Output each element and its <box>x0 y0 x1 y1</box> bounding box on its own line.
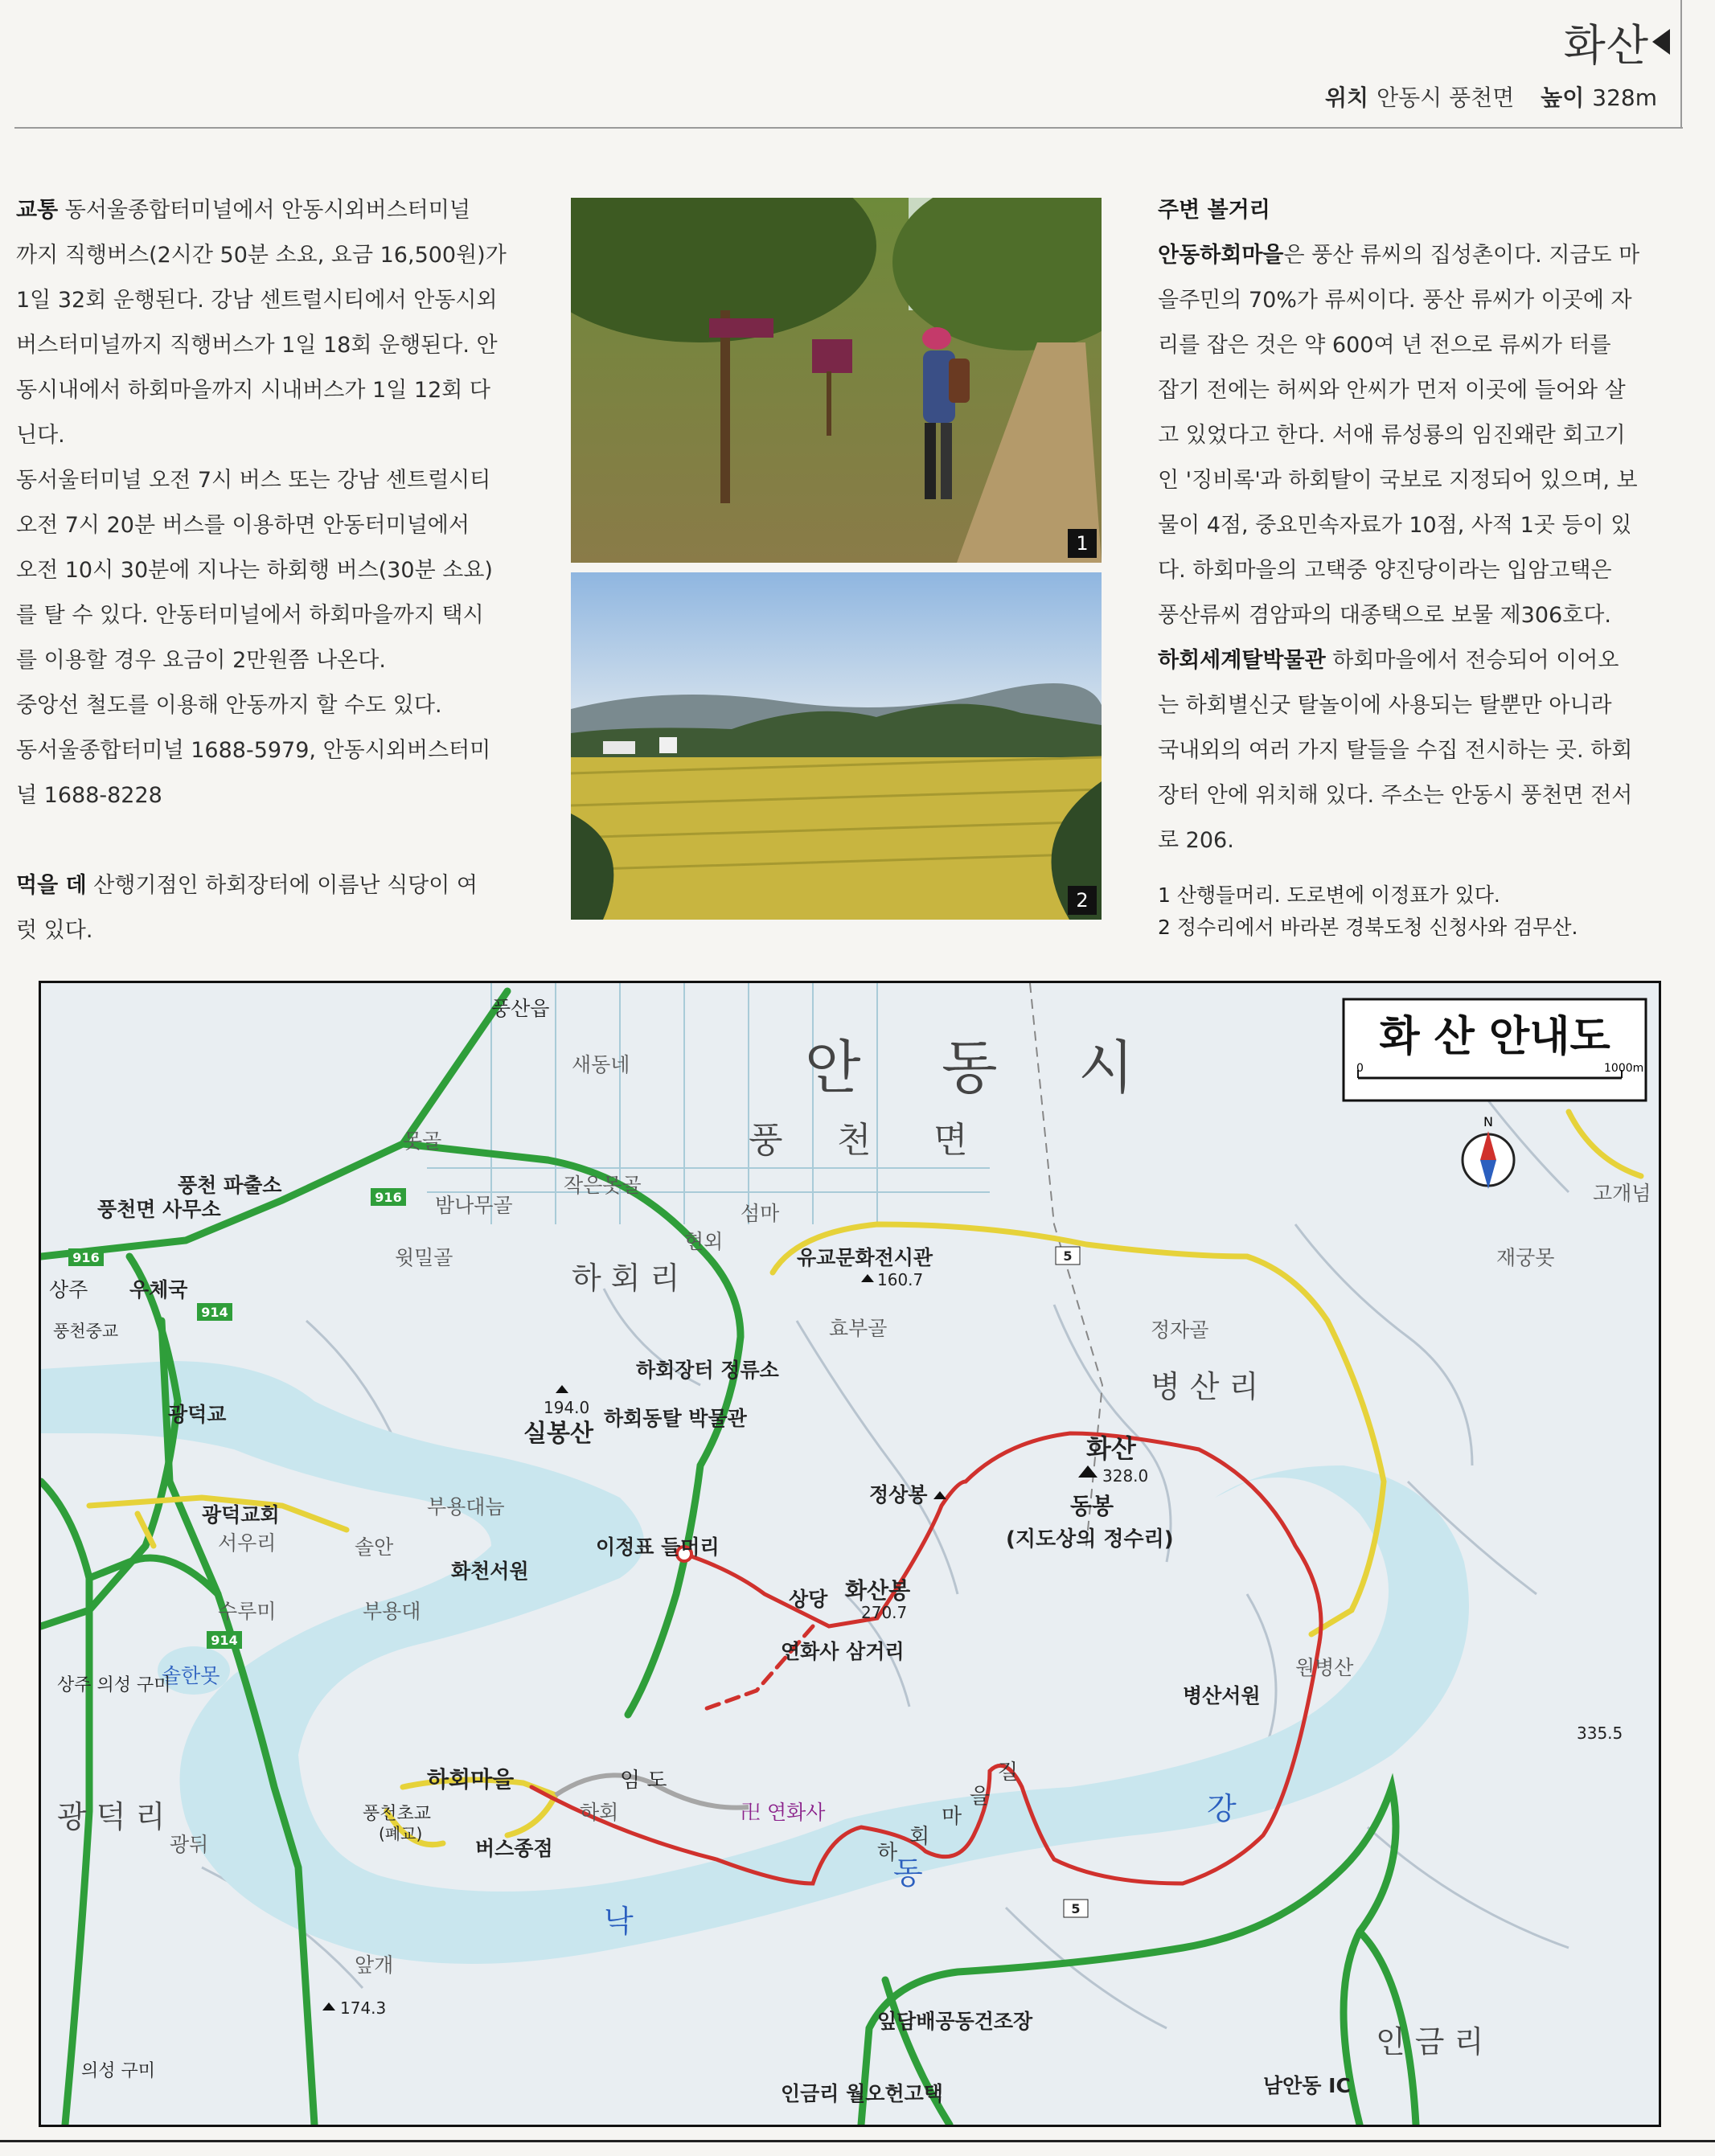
attraction-line: 국내외의 여러 가지 탈들을 수집 전시하는 곳. 하회 <box>1158 738 1633 763</box>
header-divider-vertical <box>1680 0 1682 127</box>
svg-text:광덕교회: 광덕교회 <box>202 1503 280 1527</box>
svg-text:1000m: 1000m <box>1604 1062 1644 1075</box>
svg-text:174.3: 174.3 <box>340 1998 387 2018</box>
svg-text:버스종점: 버스종점 <box>475 1837 553 1860</box>
svg-text:하: 하 <box>877 1841 898 1865</box>
photo-caption: 1 산행들머리. 도로변에 이정표가 있다. <box>1158 883 1500 907</box>
svg-text:광덕교: 광덕교 <box>168 1403 227 1426</box>
svg-text:5: 5 <box>1071 1901 1081 1916</box>
transport-line: 를 탈 수 있다. 안동터미널에서 하회마을까지 택시 <box>16 603 484 628</box>
attraction-line: 하회세계탈박물관 하회마을에서 전승되어 이어오 <box>1158 648 1619 673</box>
nearby-attractions-section <box>1158 188 1664 944</box>
svg-text:인금리 월오헌고택: 인금리 월오헌고택 <box>781 2082 943 2105</box>
svg-text:194.0: 194.0 <box>544 1398 590 1417</box>
attraction-line: 인 '징비록'과 하회탈이 국보로 지정되어 있으며, 보 <box>1158 468 1638 493</box>
svg-text:새동네: 새동네 <box>572 1053 630 1076</box>
transport-line: 동서울종합터미널 1688-5979, 안동시외버스터미 <box>16 738 491 763</box>
svg-text:앞개: 앞개 <box>355 1953 394 1977</box>
svg-text:하회: 하회 <box>580 1801 619 1824</box>
food-line: 럿 있다. <box>16 918 93 943</box>
svg-text:천: 천 <box>837 1120 872 1161</box>
svg-text:160.7: 160.7 <box>877 1270 924 1289</box>
svg-text:풍산읍: 풍산읍 <box>491 997 550 1020</box>
svg-text:914: 914 <box>211 1633 238 1648</box>
attraction-line: 는 하회별신굿 탈놀이에 사용되는 탈뿐만 아니라 <box>1158 693 1612 718</box>
hahoe-ri-label: 하 회 리 <box>572 1260 680 1296</box>
svg-text:상주: 상주 <box>49 1278 88 1301</box>
svg-text:(지도상의 정수리): (지도상의 정수리) <box>1006 1527 1174 1551</box>
svg-text:부용대: 부용대 <box>363 1600 421 1623</box>
transport-label: 교통 <box>16 198 59 223</box>
svg-text:남안동 IC: 남안동 IC <box>1263 2074 1351 2097</box>
location-label: 위치 <box>1324 84 1369 111</box>
transport-line: 중앙선 철도를 이용해 안동까지 할 수도 있다. <box>16 693 442 718</box>
transport-line: 동서울터미널 오전 7시 버스 또는 강남 센트럴시티 <box>16 468 491 493</box>
photo-number-badge: 1 <box>1068 529 1097 558</box>
transport-line: 오전 7시 20분 버스를 이용하면 안동터미널에서 <box>16 513 470 538</box>
svg-text:현외: 현외 <box>684 1230 724 1253</box>
big-city-label: 안 <box>805 1034 861 1101</box>
page-bottom-rule <box>0 2140 1715 2142</box>
svg-text:동: 동 <box>893 1855 923 1891</box>
svg-text:동: 동 <box>942 1034 998 1101</box>
attraction-line: 안동하회마을은 풍산 류씨의 집성촌이다. 지금도 마 <box>1158 243 1640 268</box>
svg-text:수루미: 수루미 <box>218 1600 277 1623</box>
transport-line: 를 이용할 경우 요금이 2만원쯤 나온다. <box>16 648 386 673</box>
svg-text:상주 의성 구미: 상주 의성 구미 <box>57 1675 171 1695</box>
svg-text:시: 시 <box>1078 1034 1134 1101</box>
transport-line: 닌다. <box>16 423 65 448</box>
svg-text:하회동탈 박물관: 하회동탈 박물관 <box>604 1407 747 1430</box>
svg-text:풍천초교: 풍천초교 <box>363 1804 432 1824</box>
panorama-photo-illustration <box>571 572 1102 920</box>
location-height-row <box>1325 80 1657 113</box>
svg-text:작은못골: 작은못골 <box>564 1174 642 1197</box>
svg-text:못골: 못골 <box>403 1129 442 1153</box>
panorama-photo <box>571 572 1102 920</box>
attraction-line: 고 있었다고 한다. 서애 류성룡의 임진왜란 회고기 <box>1158 423 1626 448</box>
svg-text:풍천중교: 풍천중교 <box>53 1322 119 1341</box>
svg-text:하회장터 정류소: 하회장터 정류소 <box>636 1359 779 1382</box>
svg-text:임 도: 임 도 <box>620 1769 667 1793</box>
transport-section <box>16 188 515 953</box>
transport-line: 버스터미널까지 직행버스가 1일 18회 운행된다. 안 <box>16 333 498 358</box>
svg-text:고개넘: 고개넘 <box>1593 1182 1651 1205</box>
svg-text:원병산: 원병산 <box>1295 1656 1354 1679</box>
svg-text:길: 길 <box>998 1760 1019 1785</box>
svg-text:화천서원: 화천서원 <box>451 1560 529 1583</box>
svg-text:우체국: 우체국 <box>129 1278 188 1301</box>
attraction-line: 로 206. <box>1158 828 1234 853</box>
attraction-line: 장터 안에 위치해 있다. 주소는 안동시 풍천면 전서 <box>1158 783 1633 808</box>
svg-text:하회마을: 하회마을 <box>427 1766 515 1793</box>
svg-text:실봉산: 실봉산 <box>523 1420 593 1448</box>
svg-text:270.7: 270.7 <box>861 1603 908 1622</box>
svg-text:부용대늠: 부용대늠 <box>427 1495 505 1519</box>
trailhead-photo-illustration <box>571 198 1102 563</box>
transport-line: 오전 10시 30분에 지나는 하회행 버스(30분 소요) <box>16 558 493 583</box>
map-title-box <box>1344 999 1646 1101</box>
svg-text:병산서원: 병산서원 <box>1183 1684 1261 1707</box>
svg-text:5: 5 <box>1063 1248 1073 1264</box>
township-label: 풍 <box>749 1120 783 1161</box>
svg-text:윗밀골: 윗밀골 <box>395 1246 453 1269</box>
transport-line: 동시내에서 하회마을까지 시내버스가 1일 12회 다 <box>16 378 491 403</box>
svg-text:섬마: 섬마 <box>741 1202 780 1225</box>
hwasan-guide-map <box>39 981 1661 2127</box>
svg-text:335.5: 335.5 <box>1577 1724 1623 1743</box>
svg-text:이정표 들머리: 이정표 들머리 <box>596 1535 720 1559</box>
svg-text:328.0: 328.0 <box>1102 1466 1149 1486</box>
svg-text:정자골: 정자골 <box>1151 1318 1209 1342</box>
svg-text:회: 회 <box>909 1825 930 1849</box>
trailhead-photo <box>571 198 1102 563</box>
byeongsan-ri-label: 병 산 리 <box>1151 1369 1259 1404</box>
svg-text:동봉: 동봉 <box>1070 1493 1114 1519</box>
svg-text:효부골: 효부골 <box>829 1317 888 1340</box>
food-line: 먹을 데 산행기점인 하회장터에 이름난 식당이 여 <box>16 873 478 898</box>
svg-text:화산봉: 화산봉 <box>845 1577 911 1604</box>
svg-text:솔안: 솔안 <box>355 1535 394 1559</box>
svg-text:916: 916 <box>72 1250 100 1265</box>
attraction-line: 풍산류씨 겸암파의 대종택으로 보물 제306호다. <box>1158 603 1611 628</box>
transport-line: 교통 동서울종합터미널에서 안동시외버스터미널 <box>16 198 470 223</box>
svg-text:0: 0 <box>1356 1062 1364 1075</box>
hahoe-village-label: 안동하회마을 <box>1158 243 1284 268</box>
svg-text:916: 916 <box>375 1190 402 1205</box>
transport-line: 1일 32회 운행된다. 강남 센트럴시티에서 안동시외 <box>16 288 498 313</box>
map-title: 화 산 안내도 <box>1379 1013 1610 1061</box>
food-label: 먹을 데 <box>16 873 87 898</box>
title-arrow-icon <box>1652 29 1670 55</box>
svg-text:화산: 화산 <box>1086 1433 1136 1464</box>
attraction-line: 을주민의 70%가 류씨이다. 풍산 류씨가 이곳에 자 <box>1158 288 1632 313</box>
photo-caption: 2 정수리에서 바라본 경북도청 신청사와 검무산. <box>1158 916 1578 939</box>
svg-text:강: 강 <box>1207 1791 1237 1826</box>
svg-text:광뒤: 광뒤 <box>170 1833 209 1856</box>
transport-line: 널 1688-8228 <box>16 783 162 808</box>
attraction-line: 리를 잡은 것은 약 600여 년 전으로 류씨가 터를 <box>1158 333 1611 358</box>
svg-text:마: 마 <box>942 1805 962 1829</box>
svg-text:잎담배공동건조장: 잎담배공동건조장 <box>877 2010 1033 2033</box>
header-divider <box>14 127 1683 129</box>
svg-text:N: N <box>1483 1114 1493 1129</box>
location-value: 안동시 풍천면 <box>1377 84 1515 111</box>
svg-text:서우리: 서우리 <box>218 1531 277 1555</box>
transport-line: 까지 직행버스(2시간 50분 소요, 요금 16,500원)가 <box>16 243 507 268</box>
height-value: 328m <box>1592 84 1657 111</box>
svg-text:연화사 삼거리: 연화사 삼거리 <box>781 1640 905 1663</box>
svg-text:상당: 상당 <box>789 1588 828 1611</box>
attraction-line: 잡기 전에는 허씨와 안씨가 먼저 이곳에 들어와 살 <box>1158 378 1626 403</box>
svg-text:풍천면 사무소: 풍천면 사무소 <box>97 1198 221 1221</box>
svg-text:면: 면 <box>933 1120 968 1161</box>
page-title: 화산 <box>1563 20 1649 71</box>
svg-text:914: 914 <box>201 1305 228 1320</box>
svg-text:정상봉: 정상봉 <box>869 1483 928 1506</box>
attraction-line: 다. 하회마을의 고택중 양진당이라는 입암고택은 <box>1158 558 1612 583</box>
gwangdeok-ri-label: 광 덕 리 <box>57 1799 166 1834</box>
svg-text:을: 을 <box>970 1785 991 1809</box>
attraction-line: 물이 4점, 중요민속자료가 10점, 사적 1곳 등이 있 <box>1158 513 1632 538</box>
svg-text:재궁못: 재궁못 <box>1496 1246 1555 1269</box>
svg-text:卍 연화사: 卍 연화사 <box>741 1801 826 1824</box>
svg-text:유교문화전시관: 유교문화전시관 <box>797 1246 933 1269</box>
height-label: 높이 <box>1541 84 1585 111</box>
mask-museum-label: 하회세계탈박물관 <box>1158 648 1326 673</box>
photo-number-badge: 2 <box>1068 886 1097 915</box>
svg-text:의성 구미: 의성 구미 <box>81 2061 156 2081</box>
svg-text:풍천 파출소: 풍천 파출소 <box>178 1174 282 1197</box>
map-canvas <box>41 983 1659 2125</box>
svg-text:솔한못: 솔한못 <box>162 1664 220 1687</box>
ingeum-ri-label: 인 금 리 <box>1376 2024 1484 2060</box>
river-label: 낙 <box>604 1904 634 1939</box>
svg-text:(폐교): (폐교) <box>379 1824 423 1843</box>
svg-text:밤나무골: 밤나무골 <box>435 1194 513 1217</box>
nearby-heading: 주변 볼거리 <box>1158 198 1270 223</box>
